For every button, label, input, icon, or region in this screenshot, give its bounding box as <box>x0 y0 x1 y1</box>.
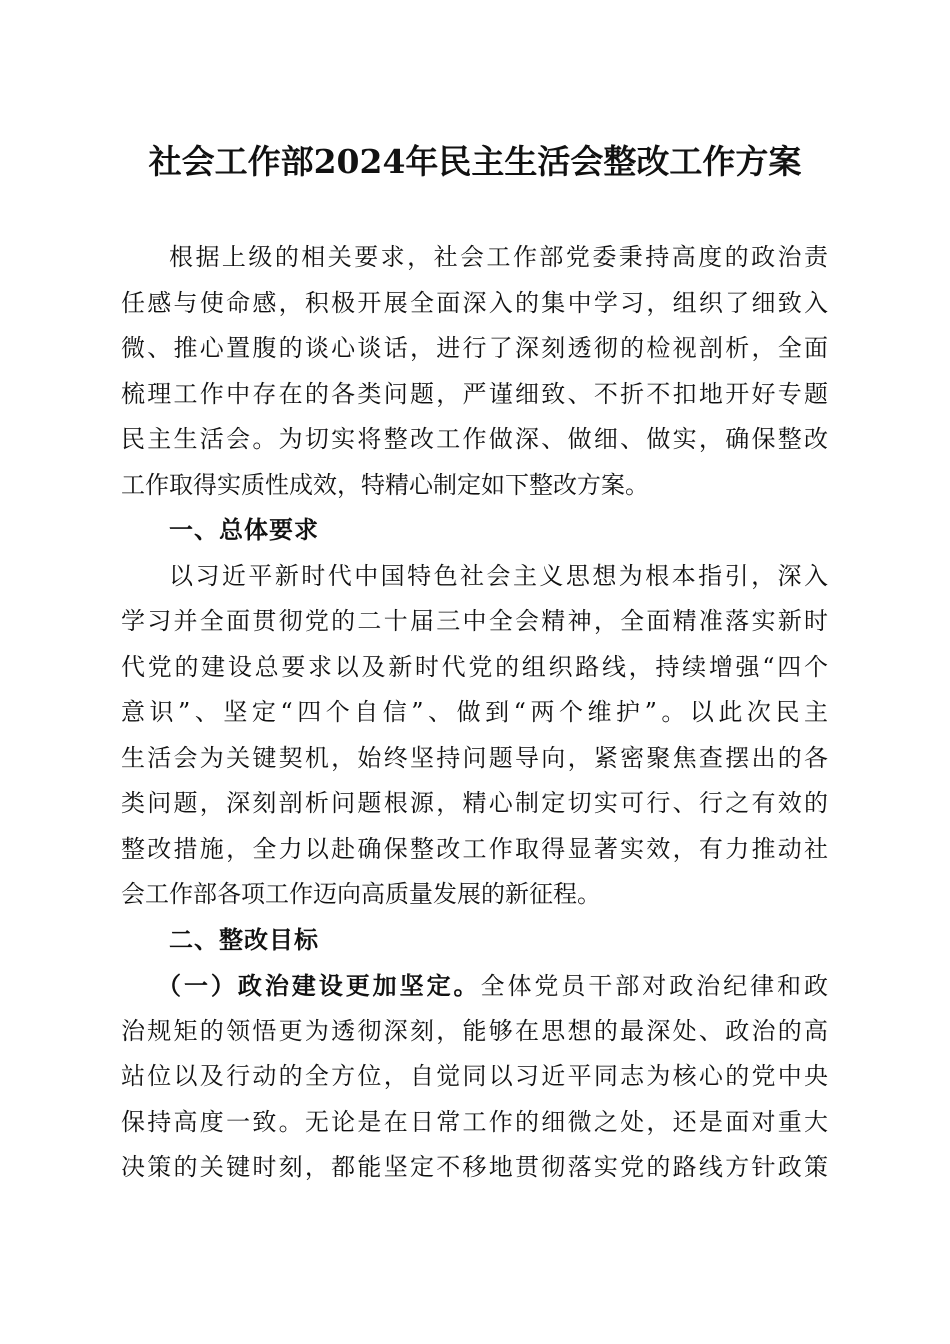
paragraph-line: 任感与使命感，积极开展全面深入的集中学习，组织了细致入 <box>121 288 828 317</box>
section-heading-rectification-goals: 二、整改目标 <box>169 925 319 954</box>
paragraph-line: 以习近平新时代中国特色社会主义思想为根本指引，深入 <box>169 561 828 590</box>
document-title: 社会工作部2024年民主生活会整改工作方案 <box>148 142 802 181</box>
paragraph-line: 站位以及行动的全方位，自觉同以习近平同志为核心的党中央 <box>121 1062 828 1090</box>
paragraph-line: 类问题，深刻剖析问题根源，精心制定切实可行、行之有效的 <box>121 789 828 817</box>
paragraph-line: 民主生活会。为切实将整改工作做深、做细、做实，确保整改 <box>121 425 828 453</box>
paragraph-line: 代党的建设总要求以及新时代党的组织路线，持续增强“四个 <box>121 652 828 681</box>
paragraph-line: 学习并全面贯彻党的二十届三中全会精神，全面精准落实新时 <box>121 607 828 635</box>
intro-paragraph <box>121 235 828 508</box>
paragraph-line: 治规矩的领悟更为透彻深刻，能够在思想的最深处、政治的高 <box>121 1016 828 1045</box>
subsection-text: 全体党员干部对政治纪律和政 <box>480 972 828 1000</box>
paragraph-line: 微、推心置腹的谈心谈话，进行了深刻透彻的检视剖析，全面 <box>121 334 828 362</box>
subsection-lead: （一）政治建设更加坚定。 <box>157 971 481 1000</box>
section-heading-general-requirements: 一、总体要求 <box>169 516 319 544</box>
paragraph-line: 整改措施，全力以赴确保整改工作取得显著实效，有力推动社 <box>121 834 828 863</box>
paragraph-line: 生活会为关键契机，始终坚持问题导向，紧密聚焦查摆出的各 <box>121 743 828 772</box>
paragraph-line: 梳理工作中存在的各类问题，严谨细致、不折不扣地开好专题 <box>121 379 828 408</box>
paragraph-line: 决策的关键时刻，都能坚定不移地贯彻落实党的路线方针政策 <box>121 1153 828 1181</box>
paragraph-line: 会工作部各项工作迈向高质量发展的新征程。 <box>121 880 601 908</box>
paragraph-line: 工作取得实质性成效，特精心制定如下整改方案。 <box>121 470 649 499</box>
paragraph-line <box>121 963 828 1009</box>
paragraph-line: 根据上级的相关要求，社会工作部党委秉持高度的政治责 <box>169 243 828 271</box>
paragraph-line: 意识”、坚定“四个自信”、做到“两个维护”。以此次民主 <box>121 698 828 726</box>
document-body <box>121 235 828 1191</box>
paragraph-line: 保持高度一致。无论是在日常工作的细微之处，还是面对重大 <box>121 1107 828 1136</box>
section1-paragraph <box>121 554 828 918</box>
section2-subsection-1 <box>121 963 828 1191</box>
